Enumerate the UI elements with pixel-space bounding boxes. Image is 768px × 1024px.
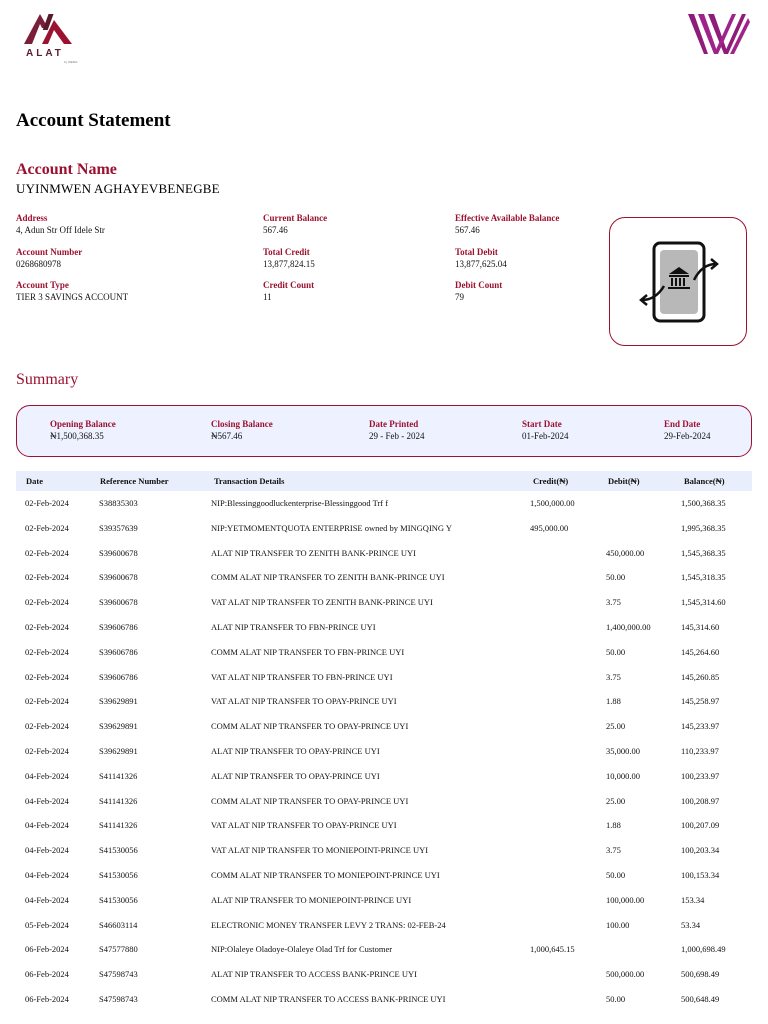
table-row [16, 987, 752, 1012]
alat-logo [20, 10, 80, 62]
table-row [16, 615, 752, 640]
row-debit: 3.75 [606, 845, 621, 856]
address-field [16, 213, 105, 235]
row-details: COMM ALAT NIP TRANSFER TO MONIEPOINT-PRINCE UYI [211, 869, 440, 880]
row-balance: 153.34 [681, 894, 705, 905]
row-balance: 100,207.09 [681, 820, 720, 831]
account-name-value: UYINMWEN AGHAYEVBENEGBE [16, 181, 220, 196]
row-date: 04-Feb-2024 [25, 820, 69, 831]
credit-count-value: 11 [263, 292, 272, 302]
table-row [16, 714, 752, 739]
row-details: VAT ALAT NIP TRANSFER TO FBN-PRINCE UYI [211, 671, 393, 682]
row-details: VAT ALAT NIP TRANSFER TO OPAY-PRINCE UYI [211, 820, 397, 831]
row-reference: S41530056 [99, 894, 138, 905]
start-date-value: 01-Feb-2024 [522, 431, 569, 441]
transactions-table-body [16, 491, 752, 1012]
row-details: ELECTRONIC MONEY TRANSFER LEVY 2 TRANS: 02-FEB-24 [211, 919, 446, 930]
account-name-label: Account Name [16, 161, 117, 178]
row-balance: 110,233.97 [681, 745, 719, 756]
row-balance: 145,260.85 [681, 671, 720, 682]
row-date: 04-Feb-2024 [25, 894, 69, 905]
row-balance: 145,258.97 [681, 696, 720, 707]
total-credit-label: Total Credit [263, 247, 310, 257]
row-details: COMM ALAT NIP TRANSFER TO OPAY-PRINCE UYI [211, 721, 409, 732]
table-row [16, 665, 752, 690]
row-details: COMM ALAT NIP TRANSFER TO ZENITH BANK-PRINCE UYI [211, 572, 445, 583]
row-debit: 1,400,000.00 [606, 621, 651, 632]
row-date: 04-Feb-2024 [25, 795, 69, 806]
closing-balance-value: ₦567.46 [211, 431, 243, 441]
closing-balance [211, 419, 273, 441]
row-debit: 50.00 [606, 572, 626, 583]
row-balance: 500,698.49 [681, 969, 720, 980]
date-printed-label: Date Printed [369, 419, 419, 429]
row-reference: S47598743 [99, 993, 138, 1004]
row-date: 02-Feb-2024 [25, 522, 69, 533]
row-reference: S41141326 [99, 795, 138, 806]
effective-balance-field [455, 213, 559, 235]
total-debit-value: 13,877,625.04 [455, 259, 507, 269]
debit-count-value: 79 [455, 292, 464, 302]
row-debit: 1.88 [606, 696, 621, 707]
row-balance: 1,995,368.35 [681, 522, 726, 533]
row-reference: S39357639 [99, 522, 138, 533]
header-date: Date [26, 476, 43, 486]
row-debit: 10,000.00 [606, 770, 640, 781]
row-balance: 500,648.49 [681, 993, 720, 1004]
row-date: 04-Feb-2024 [25, 845, 69, 856]
closing-balance-label: Closing Balance [211, 419, 273, 429]
header-credit: Credit(₦) [533, 476, 569, 486]
row-details: NIP:Olaleye Oladoye-Olaleye Olad Trf for Customer [211, 944, 393, 955]
row-details: ALAT NIP TRANSFER TO OPAY-PRINCE UYI [211, 745, 380, 756]
header-details: Transaction Details [214, 476, 285, 486]
current-balance-value: 567.46 [263, 225, 288, 235]
row-balance: 1,545,368.35 [681, 547, 726, 558]
row-reference: S39629891 [99, 745, 138, 756]
row-reference: S39629891 [99, 721, 138, 732]
row-details: ALAT NIP TRANSFER TO OPAY-PRINCE UYI [211, 770, 380, 781]
row-details: ALAT NIP TRANSFER TO FBN-PRINCE UYI [211, 621, 376, 632]
opening-balance-value: ₦1,500,368.35 [50, 431, 104, 441]
table-row [16, 962, 752, 987]
header-balance: Balance(₦) [684, 476, 725, 486]
row-balance: 1,500,368.35 [681, 498, 726, 508]
date-printed-value: 29 - Feb - 2024 [369, 431, 425, 441]
row-debit: 100,000.00 [606, 894, 645, 905]
table-row [16, 838, 752, 863]
row-date: 02-Feb-2024 [25, 671, 69, 682]
table-row [16, 640, 752, 665]
opening-balance-label: Opening Balance [50, 419, 116, 429]
row-details: NIP:YETMOMENTQUOTA ENTERPRISE owned by MINGQING Y [211, 522, 453, 533]
effective-balance-value: 567.46 [455, 225, 480, 235]
row-reference: S39600678 [99, 597, 138, 608]
address-label: Address [16, 213, 48, 223]
row-details: VAT ALAT NIP TRANSFER TO OPAY-PRINCE UYI [211, 696, 397, 707]
row-debit: 50.00 [606, 993, 626, 1004]
table-row [16, 937, 752, 962]
total-debit-field [455, 247, 507, 269]
row-reference: S39606786 [99, 671, 138, 682]
row-debit: 100.00 [606, 919, 630, 930]
row-debit: 450,000.00 [606, 547, 645, 558]
row-reference: S39606786 [99, 621, 138, 632]
row-date: 05-Feb-2024 [25, 919, 69, 930]
row-balance: 53.34 [681, 919, 701, 930]
row-reference: S47577880 [99, 944, 138, 955]
row-reference: S39629891 [99, 696, 138, 707]
row-date: 02-Feb-2024 [25, 745, 69, 756]
row-balance: 100,203.34 [681, 845, 720, 856]
row-details: NIP:Blessinggoodluckenterprise-Blessinggood Trf f [211, 498, 389, 508]
row-reference: S46603114 [99, 919, 138, 930]
row-balance: 1,545,318.35 [681, 572, 726, 583]
credit-count-label: Credit Count [263, 280, 315, 290]
page-title: Account Statement [16, 110, 171, 131]
transfer-icon-card [609, 217, 747, 346]
row-balance: 145,264.60 [681, 646, 720, 657]
row-reference: S38835303 [99, 498, 138, 508]
row-reference: S39606786 [99, 646, 138, 657]
alat-sub: by WEMA [64, 60, 78, 64]
row-date: 02-Feb-2024 [25, 696, 69, 707]
row-debit: 1.88 [606, 820, 621, 831]
table-row [16, 789, 752, 814]
current-balance-label: Current Balance [263, 213, 328, 223]
wema-logo [686, 10, 752, 58]
row-date: 06-Feb-2024 [25, 993, 69, 1004]
table-row [16, 516, 752, 541]
row-balance: 100,153.34 [681, 869, 720, 880]
row-details: COMM ALAT NIP TRANSFER TO OPAY-PRINCE UYI [211, 795, 409, 806]
account-type-label: Account Type [16, 280, 69, 290]
opening-balance [50, 419, 116, 441]
table-row [16, 541, 752, 566]
header-reference: Reference Number [100, 476, 169, 486]
end-date-value: 29-Feb-2024 [664, 431, 711, 441]
account-number-value: 0268680978 [16, 259, 61, 269]
row-debit: 3.75 [606, 671, 621, 682]
row-details: VAT ALAT NIP TRANSFER TO MONIEPOINT-PRINCE UYI [211, 845, 429, 856]
effective-balance-label: Effective Available Balance [455, 213, 560, 223]
table-row [16, 689, 752, 714]
row-date: 04-Feb-2024 [25, 770, 69, 781]
alat-wordmark: ALAT [26, 48, 64, 59]
total-credit-field [263, 247, 315, 269]
account-number-field [16, 247, 82, 269]
account-type-field [16, 280, 128, 302]
row-reference: S41141326 [99, 820, 138, 831]
row-credit: 1,500,000.00 [530, 498, 575, 508]
header-debit: Debit(₦) [608, 476, 640, 486]
row-reference: S41530056 [99, 869, 138, 880]
row-date: 02-Feb-2024 [25, 621, 69, 632]
debit-count-field [455, 280, 502, 302]
row-balance: 100,233.97 [681, 770, 720, 781]
transactions-table-header [16, 471, 752, 491]
row-date: 06-Feb-2024 [25, 969, 69, 980]
debit-count-label: Debit Count [455, 280, 503, 290]
table-row [16, 590, 752, 615]
row-debit: 3.75 [606, 597, 621, 608]
account-number-label: Account Number [16, 247, 83, 257]
row-details: ALAT NIP TRANSFER TO ZENITH BANK-PRINCE UYI [211, 547, 416, 558]
row-reference: S39600678 [99, 547, 138, 558]
row-debit: 25.00 [606, 795, 626, 806]
row-debit: 35,000.00 [606, 745, 640, 756]
row-details: ALAT NIP TRANSFER TO MONIEPOINT-PRINCE UYI [211, 894, 412, 905]
table-row [16, 491, 752, 516]
row-details: COMM ALAT NIP TRANSFER TO FBN-PRINCE UYI [211, 646, 405, 657]
row-date: 02-Feb-2024 [25, 498, 69, 508]
row-date: 02-Feb-2024 [25, 547, 69, 558]
row-reference: S41530056 [99, 845, 138, 856]
row-details: ALAT NIP TRANSFER TO ACCESS BANK-PRINCE UYI [211, 969, 417, 980]
credit-count-field [263, 280, 314, 302]
row-credit: 1,000,645.15 [530, 944, 575, 955]
summary-title: Summary [16, 371, 79, 388]
start-date-label: Start Date [522, 419, 562, 429]
wema-logo-icon [686, 10, 752, 58]
bank-transfer-icon [636, 240, 722, 324]
row-date: 04-Feb-2024 [25, 869, 69, 880]
row-balance: 145,233.97 [681, 721, 720, 732]
row-date: 02-Feb-2024 [25, 572, 69, 583]
summary-box [16, 405, 752, 457]
table-row [16, 565, 752, 590]
row-date: 02-Feb-2024 [25, 646, 69, 657]
current-balance-field [263, 213, 327, 235]
row-debit: 25.00 [606, 721, 626, 732]
address-value: 4, Adun Str Off Idele Str [16, 225, 105, 235]
end-date [664, 419, 711, 441]
row-reference: S41141326 [99, 770, 138, 781]
row-debit: 50.00 [606, 869, 626, 880]
row-reference: S39600678 [99, 572, 138, 583]
date-printed [369, 419, 425, 441]
end-date-label: End Date [664, 419, 701, 429]
table-row [16, 813, 752, 838]
row-balance: 145,314.60 [681, 621, 720, 632]
row-date: 02-Feb-2024 [25, 721, 69, 732]
table-row [16, 913, 752, 938]
table-row [16, 863, 752, 888]
row-details: VAT ALAT NIP TRANSFER TO ZENITH BANK-PRINCE UYI [211, 597, 433, 608]
row-details: COMM ALAT NIP TRANSFER TO ACCESS BANK-PRINCE UYI [211, 993, 446, 1004]
account-type-value: TIER 3 SAVINGS ACCOUNT [16, 292, 129, 302]
row-balance: 1,000,698.49 [681, 944, 726, 955]
table-row [16, 739, 752, 764]
row-balance: 1,545,314.60 [681, 597, 726, 608]
alat-logo-icon [20, 10, 76, 48]
start-date [522, 419, 569, 441]
table-row [16, 888, 752, 913]
row-credit: 495,000.00 [530, 522, 569, 533]
row-debit: 500,000.00 [606, 969, 645, 980]
total-debit-label: Total Debit [455, 247, 498, 257]
total-credit-value: 13,877,824.15 [263, 259, 315, 269]
row-balance: 100,208.97 [681, 795, 720, 806]
row-debit: 50.00 [606, 646, 626, 657]
row-reference: S47598743 [99, 969, 138, 980]
row-date: 02-Feb-2024 [25, 597, 69, 608]
row-date: 06-Feb-2024 [25, 944, 69, 955]
table-row [16, 764, 752, 789]
